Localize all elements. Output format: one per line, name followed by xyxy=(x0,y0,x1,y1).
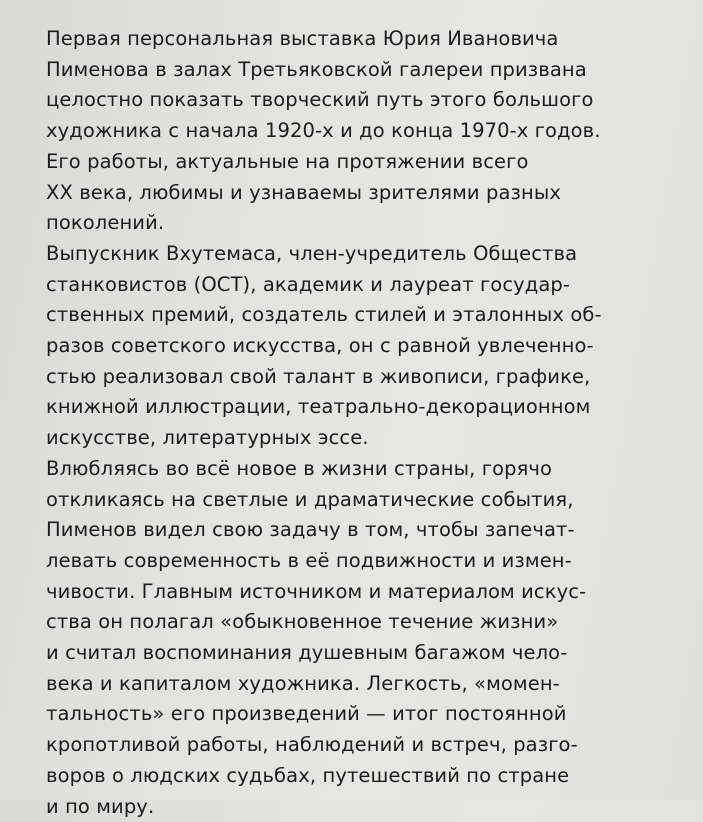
text-line: художника с начала 1920-х и до конца 1970-х годов. xyxy=(46,119,601,143)
exhibition-description xyxy=(46,24,686,822)
text-line: чивости. Главным источником и материалом искус- xyxy=(46,579,587,603)
text-line: целостно показать творческий путь этого большого xyxy=(46,88,594,112)
text-line: разов советского искусства, он с равной увлеченно- xyxy=(46,334,594,358)
text-line: века и капиталом художника. Легкость, «момен- xyxy=(46,671,560,695)
text-line: XX века, любимы и узнаваемы зрителями разных xyxy=(46,180,561,204)
text-line: левать современность в её подвижности и измен- xyxy=(46,548,572,572)
text-line: ства он полагал «обыкновенное течение жизни» xyxy=(46,610,559,634)
text-line: откликаясь на светлые и драматические события, xyxy=(46,487,574,511)
text-line: и считал воспоминания душевным багажом чело- xyxy=(46,641,568,665)
text-line: Пименова в залах Третьяковской галереи призвана xyxy=(46,57,587,81)
text-line: Выпускник Вхутемаса, член-учредитель Общества xyxy=(46,241,578,265)
text-line: ственных премий, создатель стилей и эталонных об- xyxy=(46,303,602,327)
text-line: искусстве, литературных эссе. xyxy=(46,426,369,450)
text-line: книжной иллюстрации, театрально-декорационном xyxy=(46,395,591,419)
text-line: и по миру. xyxy=(46,794,155,818)
text-line: поколений. xyxy=(46,211,165,235)
text-line: стью реализовал свой талант в живописи, графике, xyxy=(46,364,591,388)
text-line: Первая персональная выставка Юрия Ивановича xyxy=(46,27,559,50)
text-line: Влюбляясь во всё новое в жизни страны, горячо xyxy=(46,456,553,480)
text-line: кропотливой работы, наблюдений и встреч, разго- xyxy=(46,733,578,757)
text-line: воров о людских судьбах, путешествий по стране xyxy=(46,763,570,787)
text-line: тальность» его произведений — итог постоянной xyxy=(46,702,567,726)
text-line: Его работы, актуальные на протяжении всего xyxy=(46,149,529,173)
text-line: Пименов видел свою задачу в том, чтобы запечат- xyxy=(46,518,575,542)
text-line: станковистов (ОСТ), академик и лауреат государ- xyxy=(46,272,571,296)
